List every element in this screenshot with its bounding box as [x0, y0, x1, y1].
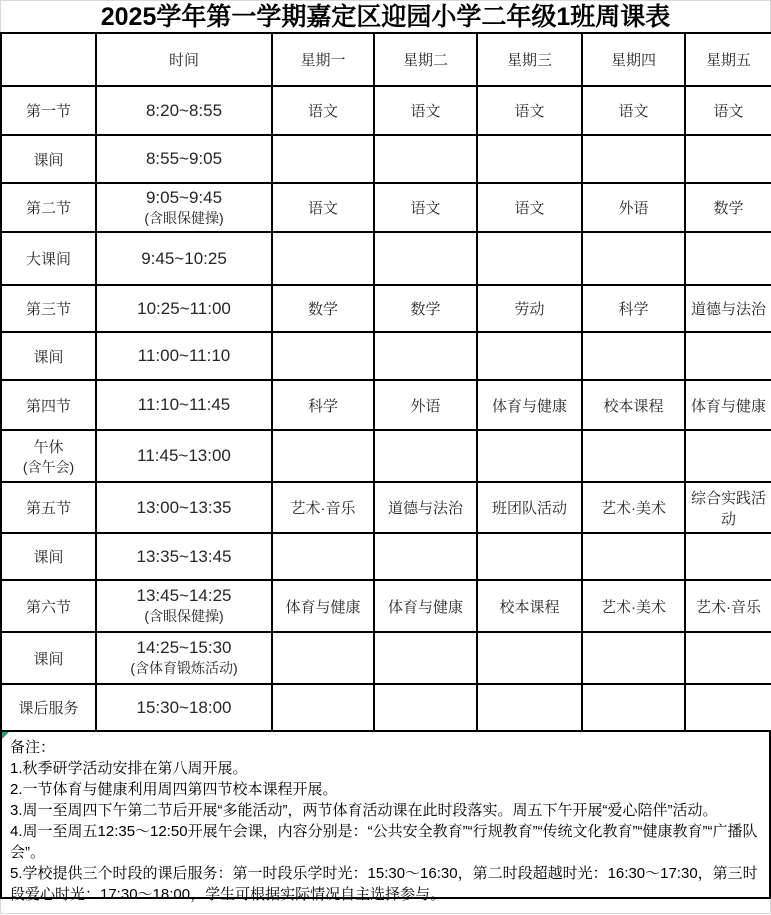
- timetable: [0, 32, 771, 732]
- table-row-bigbreak: [1, 232, 771, 285]
- subject-cell: 语文: [685, 86, 771, 135]
- subject-cell: 数学: [374, 285, 477, 332]
- subject-cell: 班团队活动: [477, 482, 582, 533]
- table-row-period1: [1, 86, 771, 135]
- time-cell: 9:05~9:45 (含眼保健操): [96, 183, 272, 232]
- subject-cell: [582, 135, 685, 183]
- period-cell: 第五节: [1, 482, 96, 533]
- subject-cell: 科学: [272, 380, 374, 430]
- table-row-period6: [1, 580, 771, 632]
- subject-cell: [374, 533, 477, 580]
- subject-cell: 数学: [272, 285, 374, 332]
- subject-cell: [582, 332, 685, 380]
- period-cell: 课后服务: [1, 684, 96, 731]
- subject-cell: 语文: [272, 183, 374, 232]
- note-item-2: 2.一节体育与健康利用周四第四节校本课程开展。: [10, 781, 338, 798]
- table-row-lunch: [1, 430, 771, 482]
- note-item-5: 5.学校提供三个时段的课后服务：第一时段乐学时光：15:30～16:30，第二时段超越时光：16:30～17:30，第三时段爱心时光：17:30～18:00，学生可根据实际情况自主选择参与。: [10, 865, 758, 903]
- subject-cell: [477, 533, 582, 580]
- subject-cell: 语文: [477, 183, 582, 232]
- subject-cell: [582, 632, 685, 684]
- subject-cell: [582, 232, 685, 285]
- subject-cell: [685, 632, 771, 684]
- table-row-afterschool: [1, 684, 771, 731]
- subject-cell: 道德与法治: [374, 482, 477, 533]
- time-cell: 13:00~13:35: [96, 482, 272, 533]
- subject-cell: [685, 533, 771, 580]
- subject-cell: 语文: [477, 86, 582, 135]
- subject-cell: 语文: [374, 183, 477, 232]
- subject-cell: [374, 684, 477, 731]
- time-cell: 15:30~18:00: [96, 684, 272, 731]
- table-row-period2: [1, 183, 771, 232]
- subject-cell: [685, 232, 771, 285]
- subject-cell: [477, 332, 582, 380]
- subject-cell: [272, 135, 374, 183]
- period-cell: 第一节: [1, 86, 96, 135]
- time-cell: 11:00~11:10: [96, 332, 272, 380]
- subject-cell: [374, 632, 477, 684]
- table-row-break4: [1, 632, 771, 684]
- table-row-break3: [1, 533, 771, 580]
- subject-cell: [374, 232, 477, 285]
- period-cell: 课间: [1, 533, 96, 580]
- subject-cell: 科学: [582, 285, 685, 332]
- subject-cell: [477, 430, 582, 482]
- subject-cell: [374, 135, 477, 183]
- subject-cell: 体育与健康: [477, 380, 582, 430]
- notes-section: [0, 732, 771, 903]
- subject-cell: 体育与健康: [272, 580, 374, 632]
- header-cell-monday: 星期一: [272, 33, 374, 86]
- subject-cell: 体育与健康: [685, 380, 771, 430]
- note-item-4: 4.周一至周五12:35～12:50开展午会课，内容分别是：“公共安全教育”“行规教育”“传统文化教育”“健康教育”“广播队会”。: [10, 823, 758, 861]
- table-row-break2: [1, 332, 771, 380]
- time-cell: 14:25~15:30 (含体育锻炼活动): [96, 632, 272, 684]
- subject-cell: [685, 684, 771, 731]
- header-cell-tuesday: 星期二: [374, 33, 477, 86]
- period-cell: 第六节: [1, 580, 96, 632]
- header-cell-thursday: 星期四: [582, 33, 685, 86]
- table-row-period4: [1, 380, 771, 430]
- period-cell: 大课间: [1, 232, 96, 285]
- subject-cell: 外语: [374, 380, 477, 430]
- subject-cell: 体育与健康: [374, 580, 477, 632]
- subject-cell: [582, 430, 685, 482]
- subject-cell: 道德与法治: [685, 285, 771, 332]
- subject-cell: [582, 533, 685, 580]
- subject-cell: [477, 684, 582, 731]
- subject-cell: 语文: [272, 86, 374, 135]
- table-row-period5: [1, 482, 771, 533]
- subject-cell: [272, 232, 374, 285]
- time-cell: 13:45~14:25 (含眼保健操): [96, 580, 272, 632]
- table-row-period3: [1, 285, 771, 332]
- subject-cell: [685, 332, 771, 380]
- header-cell-corner: [1, 33, 96, 86]
- subject-cell: 数学: [685, 183, 771, 232]
- header-cell-wednesday: 星期三: [477, 33, 582, 86]
- subject-cell: [374, 332, 477, 380]
- period-cell: 第四节: [1, 380, 96, 430]
- page-title: 2025学年第一学期嘉定区迎园小学二年级1班周课表: [0, 0, 771, 32]
- header-cell-time: 时间: [96, 33, 272, 86]
- subject-cell: [685, 135, 771, 183]
- period-cell: 第三节: [1, 285, 96, 332]
- subject-cell: 艺术·音乐: [272, 482, 374, 533]
- cell-corner-indicator-icon: [2, 732, 9, 739]
- subject-cell: 校本课程: [477, 580, 582, 632]
- subject-cell: [272, 332, 374, 380]
- subject-cell: 艺术·音乐: [685, 580, 771, 632]
- time-cell: 8:20~8:55: [96, 86, 272, 135]
- subject-cell: [272, 430, 374, 482]
- period-cell: 午休 (含午会): [1, 430, 96, 482]
- subject-cell: [582, 684, 685, 731]
- subject-cell: [374, 430, 477, 482]
- period-cell: 第二节: [1, 183, 96, 232]
- time-cell: 8:55~9:05: [96, 135, 272, 183]
- subject-cell: 语文: [582, 86, 685, 135]
- notes-label: 备注：: [10, 739, 56, 756]
- time-cell: 13:35~13:45: [96, 533, 272, 580]
- subject-cell: 艺术·美术: [582, 482, 685, 533]
- time-cell: 10:25~11:00: [96, 285, 272, 332]
- table-row-break1: [1, 135, 771, 183]
- header-cell-friday: 星期五: [685, 33, 771, 86]
- subject-cell: 艺术·美术: [582, 580, 685, 632]
- subject-cell: [685, 430, 771, 482]
- note-item-1: 1.秋季研学活动安排在第八周开展。: [10, 760, 248, 777]
- time-cell: 9:45~10:25: [96, 232, 272, 285]
- header-row: [1, 33, 771, 86]
- note-item-3: 3.周一至周四下午第二节后开展“多能活动”，两节体育活动课在此时段落实。周五下午开展“爱心陪伴”活动。: [10, 802, 718, 819]
- subject-cell: 外语: [582, 183, 685, 232]
- subject-cell: 劳动: [477, 285, 582, 332]
- subject-cell: [477, 232, 582, 285]
- period-cell: 课间: [1, 632, 96, 684]
- subject-cell: 综合实践活动: [685, 482, 771, 533]
- subject-cell: 校本课程: [582, 380, 685, 430]
- period-cell: 课间: [1, 332, 96, 380]
- subject-cell: 语文: [374, 86, 477, 135]
- period-cell: 课间: [1, 135, 96, 183]
- subject-cell: [272, 533, 374, 580]
- time-cell: 11:45~13:00: [96, 430, 272, 482]
- time-cell: 11:10~11:45: [96, 380, 272, 430]
- subject-cell: [272, 632, 374, 684]
- subject-cell: [477, 632, 582, 684]
- subject-cell: [477, 135, 582, 183]
- subject-cell: [272, 684, 374, 731]
